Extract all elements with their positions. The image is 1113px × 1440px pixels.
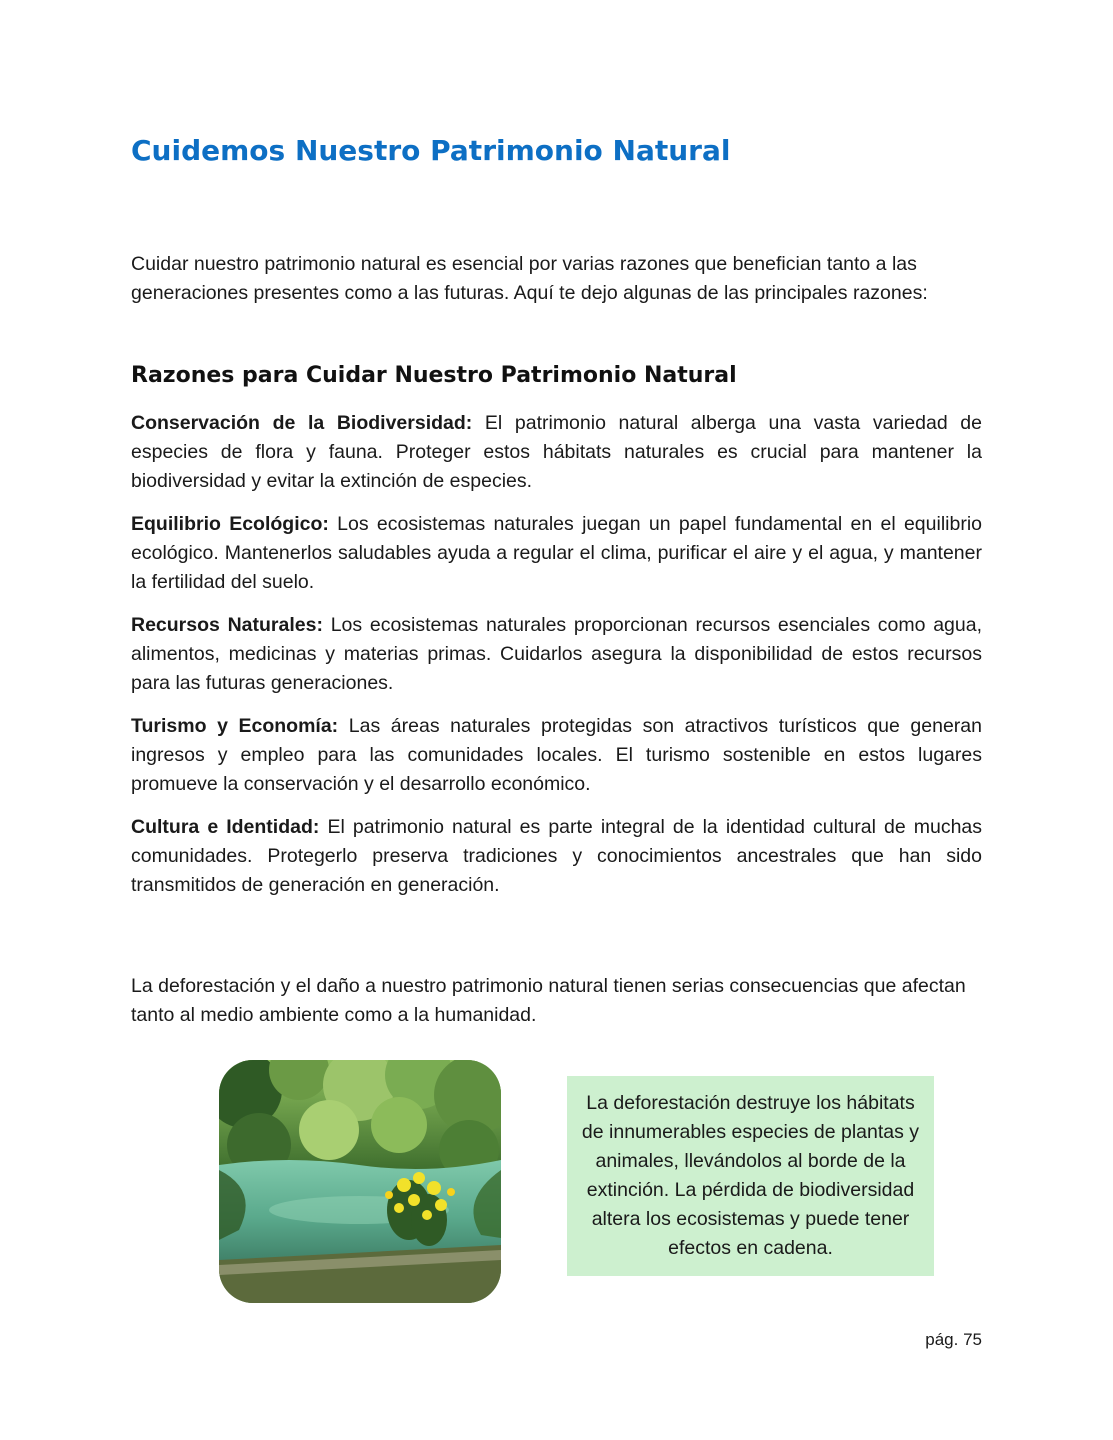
page-title: Cuidemos Nuestro Patrimonio Natural (131, 134, 731, 167)
reason-term: Turismo y Economía: (131, 715, 339, 737)
page-number: pág. 75 (925, 1330, 982, 1349)
reason-biodiversity (131, 409, 982, 496)
reason-text: El patrimonio natural es parte integral de la identidad cultural de muchas comunidades. Protegerlo preserva tradiciones y conocimientos ancestrales que han sido transmitidos de generación en generación. (131, 816, 983, 896)
reason-text: Los ecosistemas naturales juegan un papel fundamental en el equilibrio ecológico. Mantenerlos saludables ayuda a regular el clima, purificar el aire y el agua, y mantener la fertilidad del suelo. (131, 513, 983, 593)
reason-ecological-balance (131, 510, 982, 597)
intro-paragraph: Cuidar nuestro patrimonio natural es esencial por varias razones que benefician tanto a las generaciones presentes como a las futuras. Aquí te dejo algunas de las principales razones: (131, 253, 928, 304)
consequence-paragraph: La deforestación y el daño a nuestro patrimonio natural tienen serias consecuencias que afectan tanto al medio ambiente como a la humanidad. (131, 975, 966, 1026)
reason-text: Los ecosistemas naturales proporcionan recursos esenciales como agua, alimentos, medicinas y materias primas. Cuidarlos asegura la disponibilidad de estos recursos para las futuras generaciones. (131, 614, 982, 694)
reason-natural-resources (131, 611, 982, 698)
callout-text: La deforestación destruye los hábitats de innumerables especies de plantas y animales, llevándolos al borde de la extinción. La pérdida de biodiversidad altera los ecosistemas y puede tener efectos en cadena. (581, 1092, 920, 1259)
reason-tourism-economy (131, 712, 982, 799)
reason-term: Equilibrio Ecológico: (131, 513, 329, 535)
callout-box (567, 1076, 934, 1276)
section-heading: Razones para Cuidar Nuestro Patrimonio Natural (131, 363, 737, 388)
reason-term: Conservación de la Biodiversidad: (131, 412, 473, 434)
reason-term: Recursos Naturales: (131, 614, 323, 636)
reason-text: El patrimonio natural alberga una vasta variedad de especies de flora y fauna. Proteger estos hábitats naturales es crucial para mantener la biodiversidad y evitar la extinción de especies. (131, 412, 982, 492)
reason-text: Las áreas naturales protegidas son atractivos turísticos que generan ingresos y empleo para las comunidades locales. El turismo sostenible en estos lugares promueve la conservación y el desarrollo económico. (131, 715, 982, 795)
reasons-list (131, 409, 982, 914)
nature-photo (219, 1060, 501, 1303)
reason-culture-identity (131, 813, 982, 900)
reason-term: Cultura e Identidad: (131, 816, 320, 838)
